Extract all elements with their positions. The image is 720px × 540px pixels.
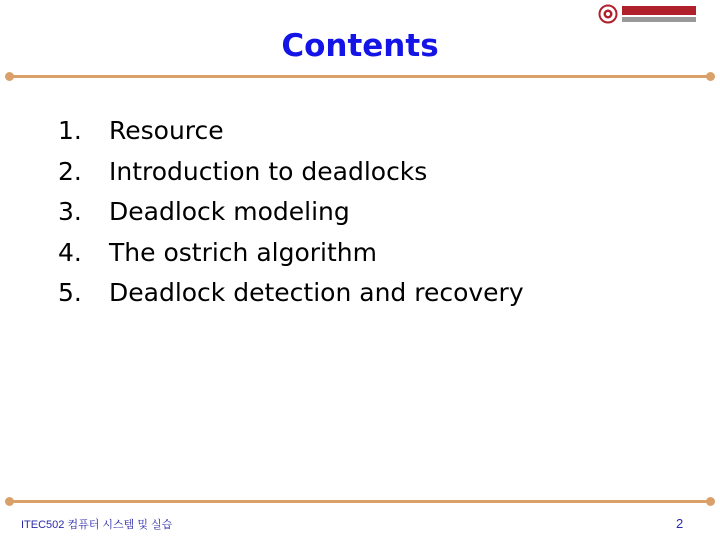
postech-logo: [598, 4, 698, 24]
list-item: [58, 152, 524, 193]
footer-course-title: ITEC502 컴퓨터 시스템 및 실습: [21, 519, 173, 531]
contents-list: [58, 111, 524, 314]
bottom-divider: [9, 500, 711, 503]
item-label: The ostrich algorithm: [109, 237, 377, 267]
item-number: 1.: [58, 116, 82, 145]
list-item: [58, 233, 524, 274]
item-label: Deadlock modeling: [109, 197, 350, 226]
list-item: [58, 192, 524, 233]
item-label: Introduction to deadlocks: [109, 156, 428, 186]
item-label: Deadlock detection and recovery: [109, 278, 524, 307]
item-number: 3.: [58, 197, 82, 226]
list-item: [58, 111, 524, 152]
postech-emblem-icon: [598, 4, 698, 24]
page-title: Contents: [281, 28, 439, 64]
top-divider: [9, 75, 711, 78]
page-number: 2: [676, 516, 684, 531]
item-number: 4.: [58, 237, 82, 267]
item-number: 5.: [58, 278, 82, 307]
list-item: [58, 273, 524, 314]
item-number: 2.: [58, 156, 82, 186]
item-label: Resource: [109, 116, 224, 145]
